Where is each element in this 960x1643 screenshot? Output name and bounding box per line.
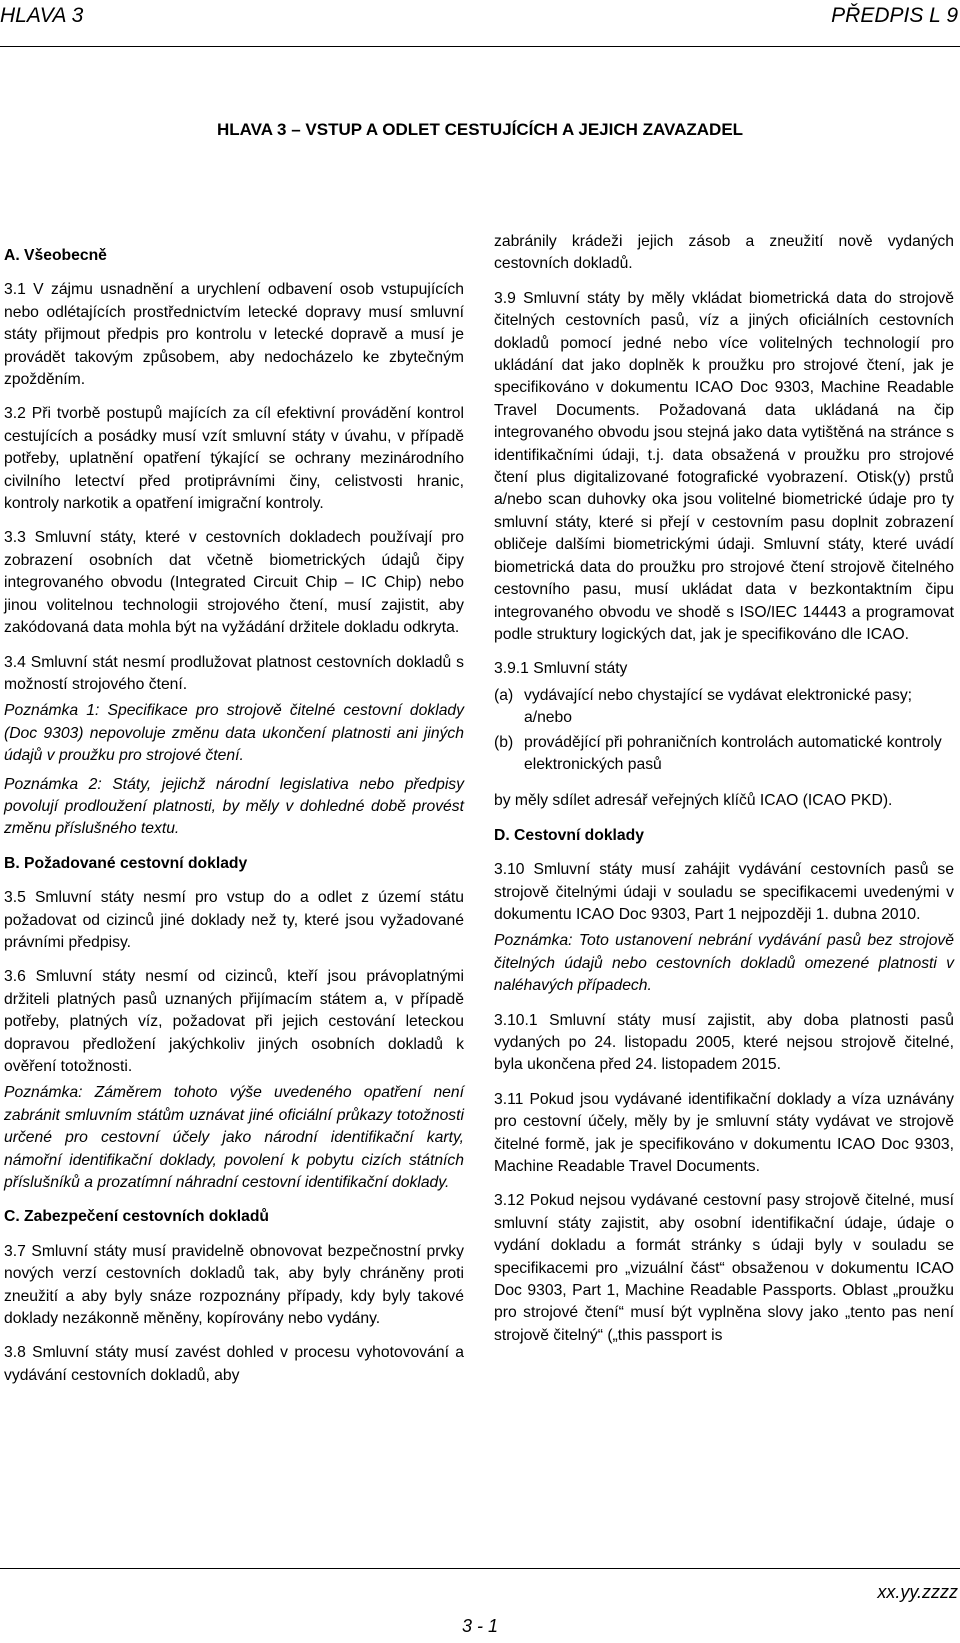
header-regulation: PŘEDPIS L 9: [831, 4, 958, 27]
list-item-text: provádějící při pohraničních kontrolách automatické kontroly elektronických pasů: [524, 733, 942, 773]
paragraph-3-7: 3.7 Smluvní státy musí pravidelně obnovovat bezpečnostní prvky nových verzí cestovních dokladů tak, aby byly chráněny proti zneužití a aby byly snáze rozpoznány případy, kdy byly takové doklady nezákonně měněny, kopírovány nebo vydány.: [4, 1242, 464, 1328]
paragraph-3-11: 3.11 Pokud jsou vydávané identifikační doklady a víza uznávány pro cestovní účely, měly by je smluvní státy vydávat ve strojově čitelné formě, jak je specifikováno v dokumentu ICAO Doc 9303, Machine Readable Travel Documents.: [494, 1090, 954, 1176]
paragraph-3-5: 3.5 Smluvní státy nesmí pro vstup do a odlet z území státu požadovat od cizinců jiné doklady než ty, které jsou vyžadované právními předpisy.: [4, 889, 464, 951]
page-header: [0, 0, 960, 47]
left-column: [4, 241, 464, 1399]
footer-divider: [0, 1568, 960, 1569]
paragraph-3-1: 3.1 V zájmu usnadnění a urychlení odbavení osob vstupujících nebo odlétajících prostřednictvím letecké dopravy musí smluvní státy přijmout předpis pro kontrolu v letecké dopravě a musí je provádět takovým způsobem, aby nedocházelo ke zbytečným zpožděním.: [4, 281, 464, 389]
paragraph-3-10-1: 3.10.1 Smluvní státy musí zajistit, aby doba platnosti pasů vydaných po 24. listopadu 2005, které nejsou strojově čitelné, byla ukončena před 24. listopadem 2015.: [494, 1011, 954, 1074]
paragraph-3-9: 3.9 Smluvní státy by měly vkládat biometrická data do strojově čitelných cestovních pasů, víz a jiných oficiálních cestovních dokladů pomocí jedné nebo více volitelných technologií pro ukládání dat jako doplněk k proužku pro strojové čtení, jak je specifikováno v dokumentu ICAO Doc 9303, Machine Readable Travel Documents. Požadovaná data ukládaná na čip integrovaného obvodu jsou stejná jako data vytištěná na stránce s identifikačními údaji, t.j. data obsažená v proužku pro strojové čtení plus digitalizované fotografické vyobrazení. Otisk(y) prstů a/nebo scan duhovky oka jsou volitelné biometrické údaje pro ty smluvní státy, které si přejí v cestovním pasu doplnit zobrazení obličeje dalšími biometrickými údaji. Smluvní státy, které uvádí biometrická data do proužku pro strojové čtení strojově čitelného cestovního pasu, musí ukládat data v bezkontaktním čipu integrovaného obvodu ve shodě s ISO/IEC 14443 a programovat podle struktury logických dat, jak je specifikováno dle ICAO.: [494, 289, 954, 643]
note-2: Poznámka 2: Státy, jejichž národní legislativa nebo předpisy povolují prodloužení platnosti, by měly v dohledné době provést změnu příslušného textu.: [4, 775, 464, 838]
paragraph-3-4: 3.4 Smluvní stát nesmí prodlužovat platnost cestovních dokladů s možností strojového čtení.: [4, 653, 464, 693]
right-column: [494, 231, 954, 1359]
header-chapter: HLAVA 3: [0, 4, 84, 27]
section-heading-c: C. Zabezpečení cestovních dokladů: [4, 1208, 270, 1226]
list-item-marker: (b): [494, 733, 514, 751]
paragraph-3-2: 3.2 Při tvorbě postupů majících za cíl efektivní provádění kontrol cestujících a posádky musí vzít smluvní státy v úvahu, v případě potřeby, uplatnění opatření týkající se ochrany mezinárodního civilního letectví před protiprávními činy, celistvosti hranic, kontroly narkotik a opatření imigrační kontroly.: [4, 405, 464, 513]
section-heading-d: D. Cestovní doklady: [494, 826, 644, 844]
paragraph-3-9-1-end: by měly sdílet adresář veřejných klíčů ICAO (ICAO PKD).: [494, 792, 893, 810]
paragraph-3-12: 3.12 Pokud nejsou vydávané cestovní pasy strojově čitelné, musí smluvní státy zajistit, aby osobní identifikační údaje, údaje o vydání dokladu a formát stránky s údaji byly v souladu se specifikacemi pro „vizuální část“ obsaženou v dokumentu ICAO Doc 9303, Part 1, Machine Readable Passports. Oblast „proužku pro strojové čtení“ musí být vyplněna slovy jako „tento pas není strojově čitelný“ („this passport is: [494, 1192, 954, 1344]
paragraph-3-9-1: 3.9.1 Smluvní státy: [494, 660, 628, 678]
list-item-text: vydávající nebo chystající se vydávat elektronické pasy; a/nebo: [524, 686, 913, 727]
list-item: [494, 732, 954, 777]
note-3: Poznámka: Záměrem tohoto výše uvedeného opatření není zabránit smluvním státům uznávat jiné oficiální průkazy totožnosti určené pro cestovní účely jako národní identifikační karty, námořní identifikační doklady, povolení k pobytu cizích státních příslušníků a prozatímní náhradní cestovní identifikační doklady.: [4, 1084, 464, 1192]
section-heading-a: A. Všeobecně: [4, 247, 107, 264]
footer-date: xx.yy.zzzz: [877, 1582, 958, 1602]
note-4: Poznámka: Toto ustanovení nebrání vydávání pasů bez strojově čitelných údajů nebo cestovních dokladů omezené platnosti v naléhavých případech.: [494, 932, 954, 995]
page-number: 3 - 1: [461, 1616, 499, 1636]
paragraph-3-3: 3.3 Smluvní státy, které v cestovních dokladech používají pro zobrazení osobních dat včetně biometrických údajů čipy integrovaného obvodu (Integrated Circuit Chip – IC Chip) nebo jinou volitelnou technologii strojového čtení, musí zajistit, aby zakódovaná data mohla být na vyžádání držitele dokladu odkryta.: [4, 529, 464, 637]
section-heading-b: B. Požadované cestovní doklady: [4, 854, 248, 872]
paragraph-3-10: 3.10 Smluvní státy musí zahájit vydávání cestovních pasů se strojově čitelnými údaji v souladu se specifikacemi uvedenými v dokumentu ICAO Doc 9303, Part 1 nejpozději 1. dubna 2010.: [494, 861, 954, 923]
list-item-marker: (a): [494, 686, 514, 704]
paragraph-3-8: 3.8 Smluvní státy musí zavést dohled v procesu vyhotovování a vydávání cestovních dokladů, aby: [4, 1344, 464, 1384]
list-3-9-1: [494, 685, 954, 777]
note-1: Poznámka 1: Specifikace pro strojově čitelné cestovní doklady (Doc 9303) nepovoluje změnu data ukončení platnosti ani jiných údajů v proužku pro strojové čtení.: [4, 702, 464, 765]
list-item: [494, 685, 954, 730]
paragraph-3-8-continued: zabránily krádeži jejich zásob a zneužití nově vydaných cestovních dokladů.: [494, 233, 954, 273]
page-title: HLAVA 3 – VSTUP A ODLET CESTUJÍCÍCH A JEJICH ZAVAZADEL: [216, 120, 744, 139]
paragraph-3-6: 3.6 Smluvní státy nesmí od cizinců, kteří jsou právoplatnými držiteli platných pasů uznaných přijímacím státem a, v případě potřeby, platných víz, požadovat při jejich cestování leteckou dopravou předložení jakýchkoliv jiných osobních dokladů k ověření totožnosti.: [4, 968, 464, 1075]
